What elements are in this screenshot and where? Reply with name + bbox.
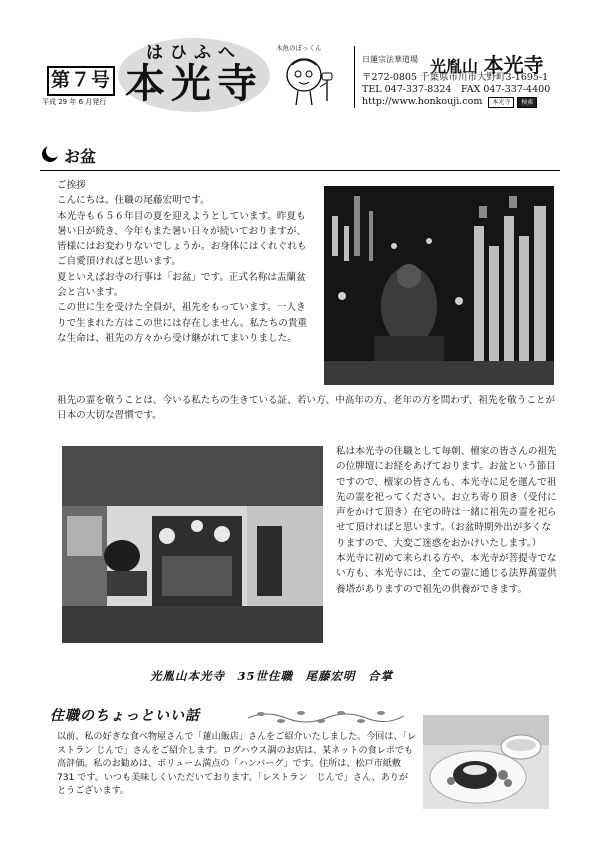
altar-photo-ancestral-tablets xyxy=(324,186,554,385)
mokugyo-mascot-icon xyxy=(282,53,342,111)
section-title-obon: お盆 xyxy=(64,147,97,166)
crescent-moon-icon xyxy=(40,144,60,164)
ancestors-paragraph: 祖先の霊を敬うことは、今いる私たちの生きている証、若い方、中高年の方、老年の方を問わず、祖先を敬うことが日本の大切な習慣です。 xyxy=(57,395,556,422)
altar-photo-butsudan xyxy=(62,446,323,643)
title-kana: はひふへ xyxy=(146,43,242,63)
temple-address: 〒272-0805 千葉県市川市大野町3-1695-1 xyxy=(362,72,549,83)
newsletter-title: 本光寺 xyxy=(125,61,263,107)
issue-number: 第７号 xyxy=(47,66,115,96)
temple-url[interactable]: http://www.honkouji.com xyxy=(362,96,483,107)
temple-url-line xyxy=(362,96,550,108)
hamburger-dish-photo xyxy=(423,715,549,809)
daily-sutra-paragraph: 私は本光寺の住職として毎朝、檀家の皆さんの祖先の位牌壇にお経をあげております。お盆という節目ですので、檀家の皆さんも、本光寺に足を運んで祖先の霊を祀ってください。お立ち寄り頂き（受付に声をかけて頂き）在宅の時は一緒に祖先の霊を祀らせて頂ければと思います。（お盆時期外出が多くなりますので、大変ご迷惑をおかけいたします。） 本光寺に初めて来られる方や、本光寺が菩提寺でない方も、本光寺には、全ての霊に通じる法界萬霊供養塔がありますので祖先の供養ができます。 xyxy=(336,446,557,595)
temple-phone: TEL 047-337-8324 FAX 047-337-4400 xyxy=(362,84,551,95)
issue-date: 平成 29 年 6 月発行 xyxy=(42,98,107,106)
search-button-badge: 検索 xyxy=(517,97,537,108)
header-divider xyxy=(354,46,355,108)
vine-decoration-icon xyxy=(246,708,406,724)
greeting-paragraph: ご挨拶 こんにちは。住職の尾藤宏明です。 本光寺も６５６年目の夏を迎えようとしています。昨夏も暑い日が続き、今年もまた暑い日々が続いておりますが、皆様にはお変わりないでしょうか。お身体にはくれぐれもご自愛頂ければと思います。 夏といえばお寺の行事は「お盆」です。正式名称は盂蘭盆会と言います。 この世に生を受けた全員が、祖先をもっています。一人きりで生まれた方はこの世には存在しません。私たちの貴重な生命は、祖先の方々から受け継がれてまいりました。 xyxy=(57,180,308,344)
temple-mountain: 光胤山 xyxy=(430,57,479,76)
temple-name-main: 本光寺 xyxy=(483,53,544,77)
mascot-caption: 木魚のぽっくん xyxy=(276,44,322,52)
priest-signature: 光胤山本光寺 35世住職 尾藤宏明 合掌 xyxy=(150,669,394,683)
section-title-good-story: 住職のちょっといい話 xyxy=(50,708,200,724)
restaurant-paragraph: 以前、私の好きな食べ物屋さんで「蓮山飯店」さんをご紹介いたしました。今回は、「レストラン じんで」さんをご紹介します。ログハウス調のお店は、某ネットの食レポでも高評価。私のお勧めは、ボリューム満点の「ハンバーグ」です。住所は、松戸市紙敷 731 です。いつも美味しくいただいております。「レストラン じんで」さん、ありがとうございます。 xyxy=(57,732,417,797)
temple-contact xyxy=(362,72,550,108)
section-rule xyxy=(40,170,560,171)
search-keyword-badge: 本光寺 xyxy=(488,97,514,108)
temple-sect: 日蓮宗法華道場 xyxy=(362,55,418,64)
